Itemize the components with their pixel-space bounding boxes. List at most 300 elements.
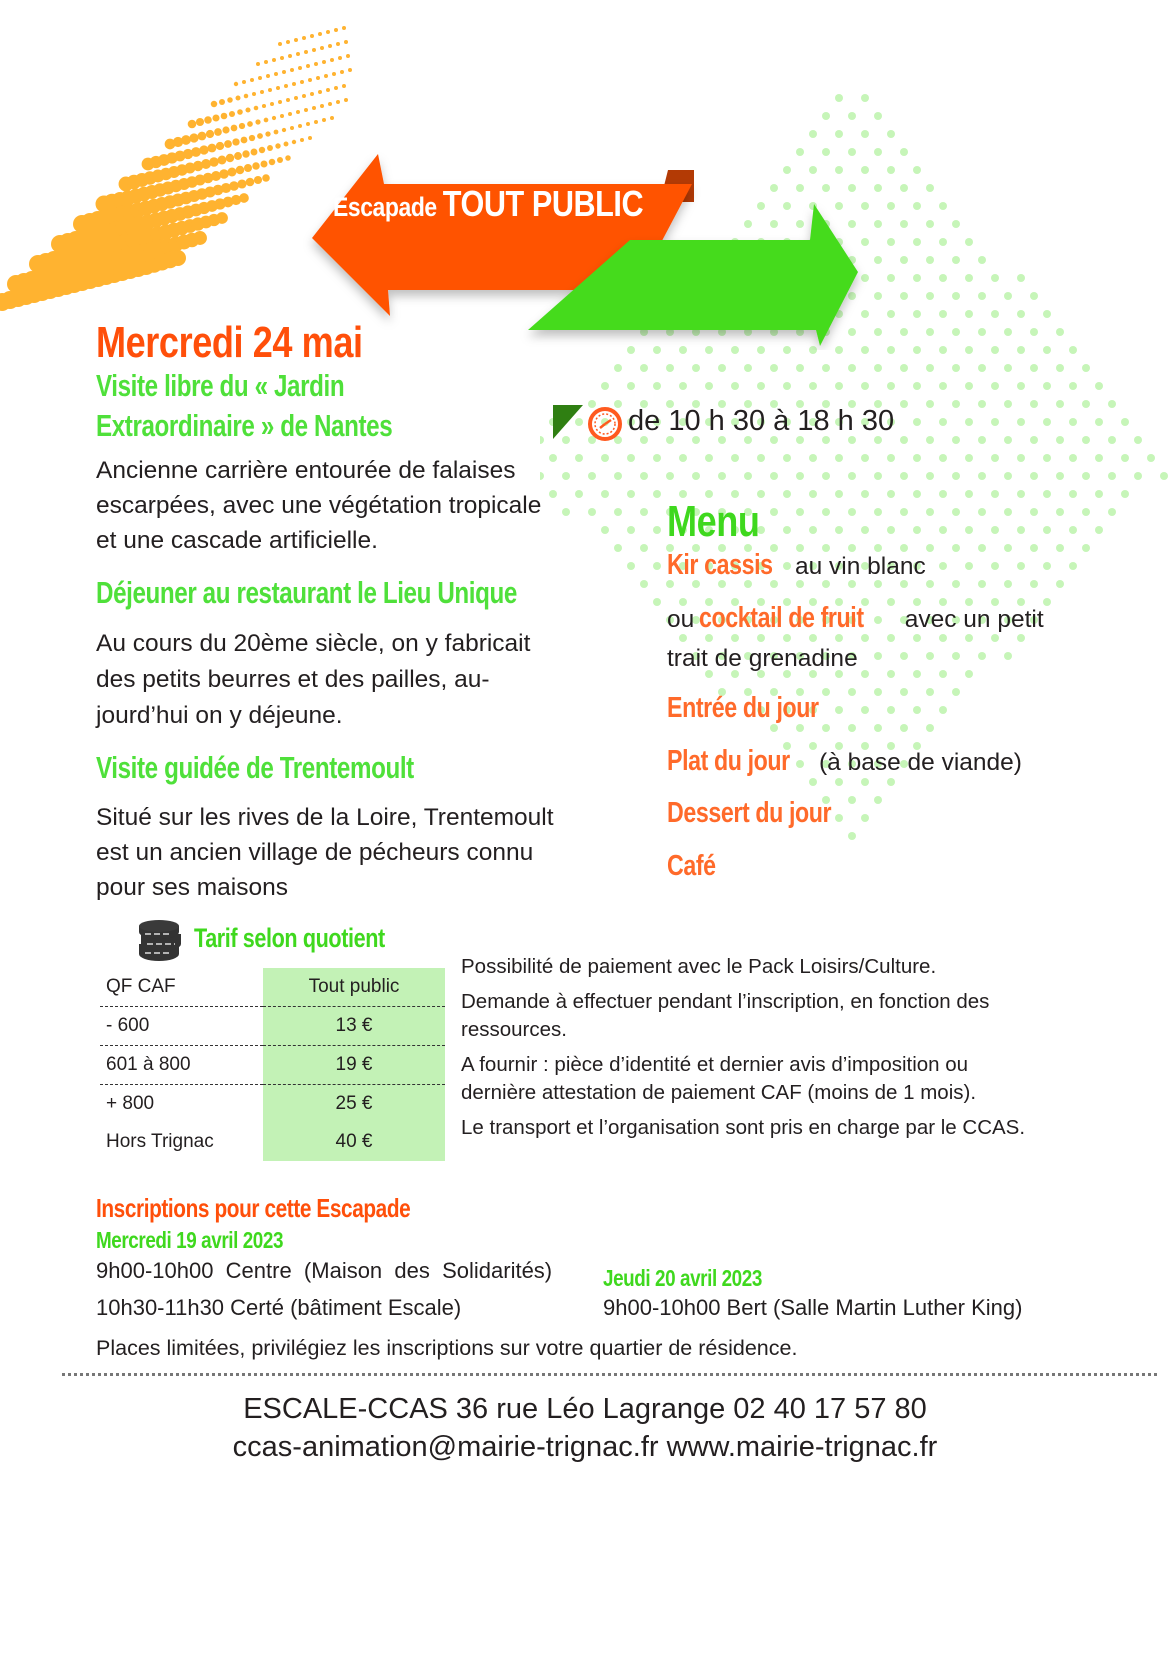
green-dot bbox=[822, 472, 830, 480]
green-dot bbox=[939, 310, 947, 318]
orange-dot bbox=[332, 72, 336, 76]
green-dot bbox=[1017, 454, 1025, 462]
green-dot bbox=[783, 382, 791, 390]
green-dot bbox=[1030, 400, 1038, 408]
green-dot bbox=[1082, 364, 1090, 372]
orange-dot bbox=[348, 68, 352, 72]
green-dot bbox=[991, 562, 999, 570]
visit2-title: Visite guidée de Trentemoult bbox=[96, 750, 414, 785]
green-dot bbox=[861, 94, 869, 102]
orange-dot bbox=[285, 155, 291, 161]
green-dot bbox=[1030, 364, 1038, 372]
green-dot bbox=[1043, 310, 1051, 318]
green-dot bbox=[900, 688, 908, 696]
menu-title: Menu bbox=[667, 497, 760, 546]
green-dot bbox=[926, 364, 934, 372]
payment-info: Possibilité de paiement avec le Pack Loisirs/Culture. Demande à effectuer pendant l’inscription, en fonction des ressources. A fournir : pièce d’identité et dernier avis d’imposition ou dernière attestation de paiement CAF (moins de 1 mois). Le transport et l’organisation sont pris en charge par le CCAS. bbox=[461, 955, 1026, 1139]
orange-dot bbox=[252, 92, 256, 96]
orange-dot bbox=[290, 68, 294, 72]
green-dot bbox=[614, 364, 622, 372]
green-dot bbox=[1056, 544, 1064, 552]
green-dot bbox=[952, 400, 960, 408]
orange-dot bbox=[251, 149, 258, 156]
orange-dot bbox=[334, 86, 338, 90]
green-dot bbox=[809, 454, 817, 462]
banner-title bbox=[333, 183, 643, 225]
green-dot bbox=[913, 526, 921, 534]
green-dot bbox=[835, 382, 843, 390]
orange-dot bbox=[320, 46, 324, 50]
orange-dot bbox=[231, 125, 238, 132]
orange-dot bbox=[306, 122, 310, 126]
green-dot bbox=[1069, 418, 1077, 426]
green-dot bbox=[770, 508, 778, 516]
green-dot bbox=[1056, 400, 1064, 408]
green-dot bbox=[562, 472, 570, 480]
orange-dot bbox=[250, 78, 254, 82]
green-dot bbox=[1043, 346, 1051, 354]
orange-dot bbox=[218, 156, 227, 165]
orange-dot bbox=[221, 113, 228, 120]
orange-dot bbox=[316, 76, 320, 80]
green-dot bbox=[1004, 580, 1012, 588]
green-dot bbox=[887, 706, 895, 714]
green-dot bbox=[1004, 652, 1012, 660]
green-dot bbox=[835, 526, 843, 534]
green-dot bbox=[978, 364, 986, 372]
green-dot bbox=[1069, 454, 1077, 462]
orange-dot bbox=[282, 128, 286, 132]
green-dot bbox=[692, 364, 700, 372]
green-dot bbox=[926, 400, 934, 408]
green-dot bbox=[939, 274, 947, 282]
orange-dot bbox=[254, 106, 259, 111]
green-dot bbox=[601, 526, 609, 534]
orange-dot bbox=[245, 107, 250, 112]
green-dot bbox=[978, 292, 986, 300]
orange-dot bbox=[288, 54, 292, 58]
lunch-description: Au cours du 20ème siècle, on y fabricait des petits beurres et des pailles, au- jourd’hui on y déjeune. bbox=[96, 630, 531, 729]
orange-dot bbox=[328, 44, 332, 48]
green-dot bbox=[1121, 454, 1129, 462]
header-qf: QF CAF bbox=[100, 968, 263, 1007]
green-dot bbox=[835, 130, 843, 138]
orange-dot bbox=[304, 50, 308, 54]
menu-item-plat: Plat du jour (à base de viande) bbox=[667, 745, 1022, 777]
inscriptions-note: Places limitées, privilégiez les inscriptions sur votre quartier de résidence. bbox=[96, 1336, 798, 1360]
green-dot bbox=[770, 472, 778, 480]
green-dot bbox=[861, 490, 869, 498]
orange-dot bbox=[198, 132, 207, 141]
green-dot bbox=[1030, 292, 1038, 300]
orange-dot bbox=[226, 154, 234, 162]
green-dot bbox=[939, 202, 947, 210]
green-dot bbox=[1004, 364, 1012, 372]
green-dot bbox=[1095, 418, 1103, 426]
green-dot bbox=[926, 220, 934, 228]
green-dot bbox=[887, 310, 895, 318]
green-dot bbox=[913, 670, 921, 678]
orange-dot bbox=[191, 147, 201, 157]
green-dot bbox=[1030, 580, 1038, 588]
green-dot bbox=[822, 112, 830, 120]
green-dot bbox=[640, 544, 648, 552]
green-dot bbox=[796, 472, 804, 480]
green-dot bbox=[1030, 436, 1038, 444]
orange-dot bbox=[206, 130, 214, 138]
green-dot bbox=[809, 130, 817, 138]
green-dot bbox=[848, 364, 856, 372]
green-dot bbox=[991, 310, 999, 318]
green-dot bbox=[900, 652, 908, 660]
green-dot bbox=[965, 238, 973, 246]
schedule-time: de 10 h 30 à 18 h 30 bbox=[628, 405, 895, 437]
orange-dot bbox=[229, 181, 239, 191]
orange-dot bbox=[260, 90, 264, 94]
green-dot bbox=[601, 454, 609, 462]
green-dot bbox=[1017, 382, 1025, 390]
orange-dot bbox=[227, 97, 233, 103]
green-dot bbox=[861, 382, 869, 390]
green-dot bbox=[900, 256, 908, 264]
orange-dot bbox=[340, 70, 344, 74]
orange-dot bbox=[188, 120, 197, 129]
green-dot bbox=[1069, 526, 1077, 534]
orange-dot bbox=[261, 161, 268, 168]
footer-address: ESCALE-CCAS 36 rue Léo Lagrange 02 40 17 57 80 bbox=[243, 1393, 927, 1425]
green-dot bbox=[926, 688, 934, 696]
green-dot bbox=[965, 670, 973, 678]
orange-dot bbox=[286, 40, 290, 44]
green-dot bbox=[588, 472, 596, 480]
orange-dot bbox=[272, 116, 276, 120]
green-dot bbox=[874, 724, 882, 732]
green-dot bbox=[913, 454, 921, 462]
green-dot bbox=[978, 472, 986, 480]
orange-dot bbox=[246, 178, 255, 187]
green-dot bbox=[939, 670, 947, 678]
dotted-separator bbox=[62, 1373, 1157, 1376]
orange-dot bbox=[266, 74, 270, 78]
visit2-description: Situé sur les rives de la Loire, Trentemoult est un ancien village de pécheurs connu pour ses maisons bbox=[96, 804, 554, 901]
orange-dot bbox=[336, 100, 340, 104]
orange-dot bbox=[229, 111, 235, 117]
green-dot bbox=[848, 724, 856, 732]
green-dot bbox=[1056, 328, 1064, 336]
green-dot bbox=[913, 418, 921, 426]
orange-dot bbox=[274, 130, 279, 135]
orange-dot bbox=[222, 126, 229, 133]
green-dot bbox=[926, 256, 934, 264]
orange-dot bbox=[214, 128, 222, 136]
green-dot bbox=[913, 166, 921, 174]
green-dot bbox=[861, 814, 869, 822]
orange-dot bbox=[244, 164, 252, 172]
green-dot bbox=[965, 274, 973, 282]
green-dot bbox=[809, 526, 817, 534]
inscription-day1-slot1: 9h00-10h00 Centre (Maison des Solidarités) bbox=[96, 1258, 553, 1283]
banner-prefix: Escapade bbox=[333, 192, 437, 222]
green-dot bbox=[861, 670, 869, 678]
orange-dot bbox=[269, 159, 276, 166]
green-dot bbox=[926, 184, 934, 192]
orange-dot bbox=[334, 28, 338, 32]
green-dot bbox=[1134, 436, 1142, 444]
green-dot bbox=[1069, 382, 1077, 390]
menu-item-dessert: Dessert du jour bbox=[667, 797, 832, 829]
orange-dot bbox=[216, 142, 224, 150]
footer-contact: ccas-animation@mairie-trignac.fr www.mairie-trignac.fr bbox=[232, 1431, 938, 1463]
green-dot bbox=[614, 544, 622, 552]
green-dot bbox=[1043, 598, 1051, 606]
clock-icon bbox=[587, 406, 623, 442]
orange-dot bbox=[193, 231, 207, 245]
green-dot bbox=[1069, 562, 1077, 570]
coins-icon bbox=[137, 920, 185, 962]
green-dot bbox=[705, 382, 713, 390]
orange-dot bbox=[286, 98, 290, 102]
green-dot bbox=[965, 562, 973, 570]
green-dot bbox=[887, 382, 895, 390]
green-dot bbox=[952, 292, 960, 300]
green-dot bbox=[939, 562, 947, 570]
green-dot bbox=[614, 472, 622, 480]
orange-dot bbox=[212, 114, 219, 121]
green-dot bbox=[874, 688, 882, 696]
green-dot bbox=[1095, 382, 1103, 390]
orange-dot bbox=[288, 112, 292, 116]
orange-dot bbox=[234, 152, 242, 160]
orange-dot bbox=[310, 92, 314, 96]
green-dot bbox=[965, 490, 973, 498]
menu-item-drink2: ou cocktail de fruit avec un petit bbox=[667, 602, 1044, 634]
orange-dot bbox=[239, 193, 249, 203]
orange-dot bbox=[241, 137, 248, 144]
orange-dot bbox=[264, 118, 269, 123]
green-dot bbox=[718, 364, 726, 372]
orange-dot bbox=[237, 109, 243, 115]
orange-dot bbox=[282, 70, 286, 74]
orange-dot bbox=[199, 145, 208, 154]
orange-dot bbox=[292, 140, 296, 144]
green-dot bbox=[601, 382, 609, 390]
green-dot bbox=[939, 454, 947, 462]
green-dot bbox=[926, 652, 934, 660]
orange-dot bbox=[249, 135, 255, 141]
orange-dot bbox=[256, 62, 260, 66]
green-dot bbox=[1030, 328, 1038, 336]
green-dot bbox=[913, 490, 921, 498]
orange-dot bbox=[320, 104, 324, 108]
orange-dot bbox=[209, 157, 218, 166]
green-dot bbox=[978, 508, 986, 516]
green-dot bbox=[757, 382, 765, 390]
green-dot bbox=[653, 490, 661, 498]
green-dot bbox=[887, 238, 895, 246]
menu-item-drink1: Kir cassis au vin blanc bbox=[667, 549, 926, 581]
orange-dot bbox=[224, 140, 232, 148]
green-dot bbox=[848, 832, 856, 840]
orange-dot bbox=[344, 40, 348, 44]
green-dot bbox=[835, 490, 843, 498]
green-dot bbox=[1121, 418, 1129, 426]
green-dot bbox=[1017, 490, 1025, 498]
green-dot bbox=[1082, 544, 1090, 552]
green-dot bbox=[783, 490, 791, 498]
orange-dot bbox=[318, 90, 322, 94]
green-dot bbox=[1043, 418, 1051, 426]
green-dot bbox=[627, 562, 635, 570]
green-dot bbox=[861, 130, 869, 138]
green-dot bbox=[926, 724, 934, 732]
orange-dot bbox=[342, 26, 346, 30]
green-dot bbox=[1004, 400, 1012, 408]
orange-dot bbox=[278, 100, 282, 104]
green-dot bbox=[1134, 472, 1142, 480]
visit1-description: Ancienne carrière entourée de falaises escarpées, avec une végétation tropicale et une cascade artificielle. bbox=[96, 457, 542, 554]
green-dot bbox=[952, 436, 960, 444]
green-dot bbox=[1082, 436, 1090, 444]
green-dot bbox=[1082, 400, 1090, 408]
orange-dot bbox=[274, 72, 278, 76]
green-dot bbox=[848, 472, 856, 480]
green-dot bbox=[835, 814, 843, 822]
green-dot bbox=[1095, 526, 1103, 534]
green-dot bbox=[1108, 472, 1116, 480]
orange-dot bbox=[326, 30, 330, 34]
orange-dot bbox=[302, 36, 306, 40]
green-dot bbox=[1147, 454, 1155, 462]
orange-dot bbox=[308, 136, 312, 140]
orange-dot bbox=[314, 120, 318, 124]
green-dot bbox=[939, 238, 947, 246]
banner-arrows bbox=[300, 150, 880, 350]
green-dot bbox=[1108, 436, 1116, 444]
inscription-day1-slot2: 10h30-11h30 Certé (bâtiment Escale) bbox=[96, 1295, 462, 1320]
orange-dot bbox=[330, 58, 334, 62]
orange-dot bbox=[308, 78, 312, 82]
orange-dot bbox=[270, 102, 274, 106]
green-dot bbox=[757, 454, 765, 462]
green-dot bbox=[575, 490, 583, 498]
green-dot bbox=[1069, 346, 1077, 354]
green-dot bbox=[718, 472, 726, 480]
visit1-title-line2: Extraordinaire » de Nantes bbox=[96, 408, 393, 443]
table-header-row bbox=[100, 968, 445, 1007]
orange-dot bbox=[219, 99, 225, 105]
green-dot bbox=[1017, 274, 1025, 282]
green-dot bbox=[653, 382, 661, 390]
green-dot bbox=[978, 580, 986, 588]
green-dot bbox=[926, 328, 934, 336]
orange-dot bbox=[208, 144, 217, 153]
green-dot bbox=[900, 724, 908, 732]
green-dot bbox=[848, 508, 856, 516]
orange-dot bbox=[328, 102, 332, 106]
green-dot bbox=[874, 364, 882, 372]
orange-dot bbox=[275, 143, 280, 148]
green-dot bbox=[540, 436, 544, 444]
green-dot bbox=[861, 454, 869, 462]
green-dot bbox=[1056, 580, 1064, 588]
table-row: Hors Trignac 40 € bbox=[100, 1123, 445, 1161]
green-dot bbox=[952, 508, 960, 516]
green-dot bbox=[900, 220, 908, 228]
green-dot bbox=[913, 346, 921, 354]
tarif-title: Tarif selon quotient bbox=[194, 923, 385, 953]
orange-dot bbox=[276, 86, 280, 90]
banner-main: TOUT PUBLIC bbox=[442, 183, 644, 224]
green-dot bbox=[1043, 382, 1051, 390]
orange-dot bbox=[201, 159, 211, 169]
green-dot bbox=[1056, 472, 1064, 480]
green-dot bbox=[1017, 310, 1025, 318]
orange-dot bbox=[239, 123, 245, 129]
green-dot bbox=[809, 490, 817, 498]
green-dot bbox=[575, 454, 583, 462]
green-dot bbox=[796, 724, 804, 732]
green-dot bbox=[939, 490, 947, 498]
green-dot bbox=[1004, 472, 1012, 480]
green-dot bbox=[952, 580, 960, 588]
green-dot bbox=[991, 346, 999, 354]
green-dot bbox=[965, 526, 973, 534]
green-dot bbox=[939, 346, 947, 354]
green-dot bbox=[1017, 562, 1025, 570]
green-dot bbox=[1004, 544, 1012, 552]
green-dot bbox=[653, 562, 661, 570]
orange-dot bbox=[300, 80, 304, 84]
green-dot bbox=[887, 526, 895, 534]
green-dot bbox=[874, 112, 882, 120]
green-dot bbox=[601, 490, 609, 498]
green-dot bbox=[1043, 454, 1051, 462]
green-dot bbox=[874, 472, 882, 480]
green-dot bbox=[913, 310, 921, 318]
orange-dot bbox=[330, 116, 334, 120]
header-tout-public: Tout public bbox=[263, 968, 445, 1007]
green-dot bbox=[1069, 490, 1077, 498]
orange-dot bbox=[272, 58, 276, 62]
table-row: + 800 25 € bbox=[100, 1085, 445, 1124]
orange-dot bbox=[322, 60, 326, 64]
green-dot bbox=[770, 364, 778, 372]
green-dot bbox=[952, 688, 960, 696]
orange-dot bbox=[265, 131, 270, 136]
green-dot bbox=[965, 310, 973, 318]
green-dot bbox=[653, 598, 661, 606]
green-dot bbox=[926, 544, 934, 552]
green-dot bbox=[952, 364, 960, 372]
orange-dot bbox=[262, 104, 266, 108]
green-dot bbox=[1095, 454, 1103, 462]
orange-dot bbox=[296, 110, 300, 114]
orange-dot bbox=[242, 80, 246, 84]
green-dot bbox=[939, 418, 947, 426]
green-dot bbox=[952, 544, 960, 552]
green-dot bbox=[1056, 436, 1064, 444]
orange-dot bbox=[310, 34, 314, 38]
green-dot bbox=[874, 508, 882, 516]
green-dot bbox=[991, 526, 999, 534]
orange-dot bbox=[290, 126, 294, 130]
visit1-title-line1: Visite libre du « Jardin bbox=[96, 368, 345, 403]
green-dot bbox=[848, 796, 856, 804]
green-dot bbox=[900, 364, 908, 372]
orange-dot bbox=[232, 138, 239, 145]
orange-dot bbox=[267, 145, 273, 151]
green-dot bbox=[913, 202, 921, 210]
